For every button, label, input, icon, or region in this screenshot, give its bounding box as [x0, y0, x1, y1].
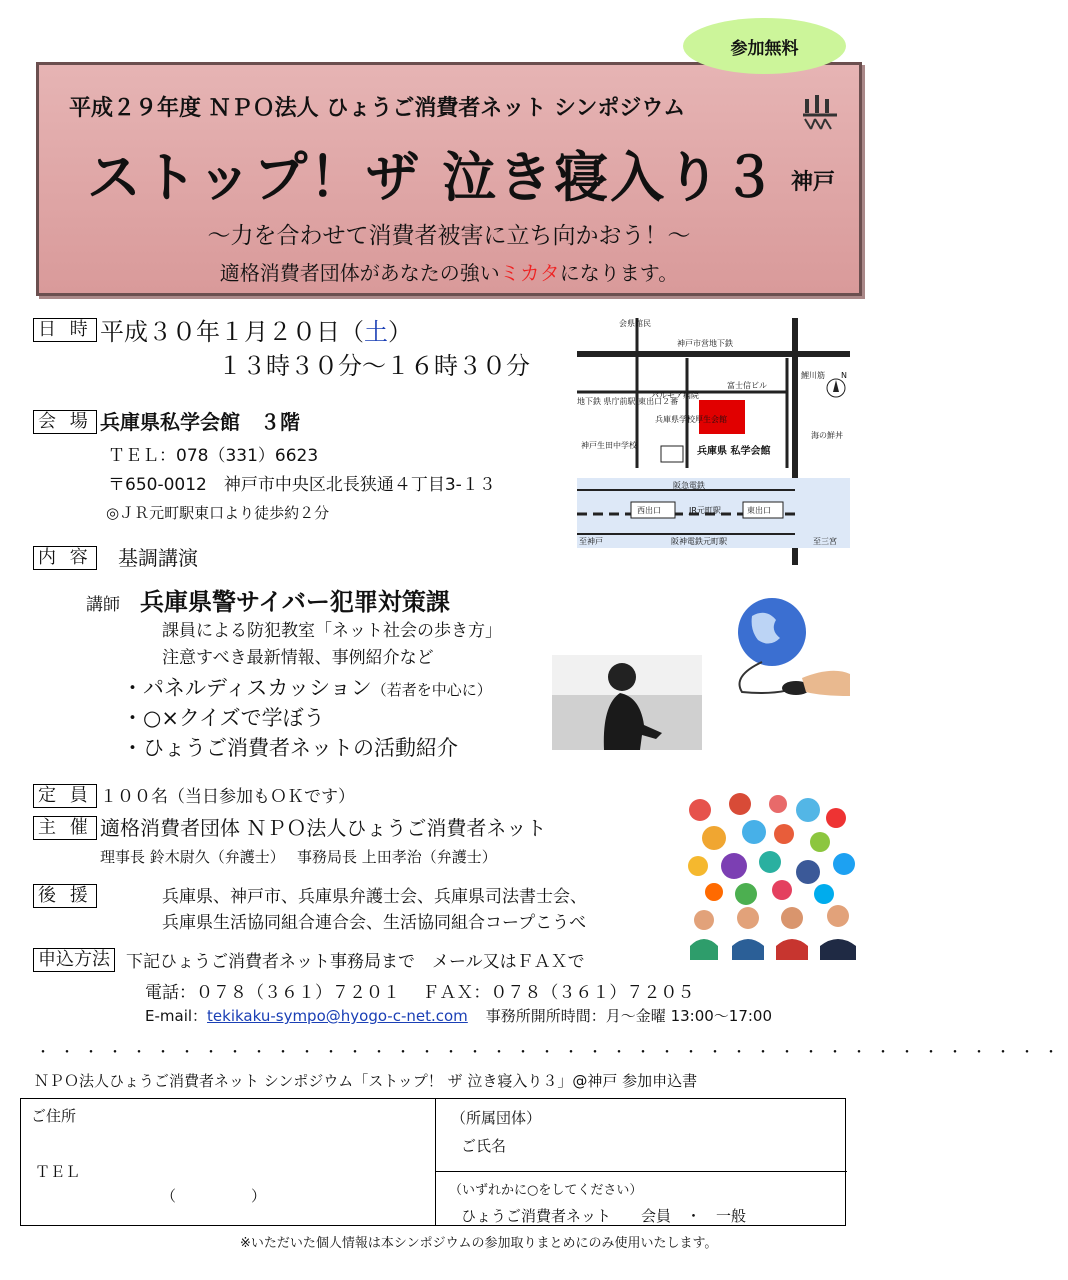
date-close: ） [388, 318, 412, 346]
free-badge: 参加無料 [683, 18, 846, 74]
venue-address: 〒650-0012 神戸市中央区北長狭通４丁目3-１３ [108, 475, 496, 495]
event-subtitle: 〜力を合わせて消費者被害に立ち向かおう！〜 [207, 223, 691, 249]
program-item-note: （若者を中心に） [371, 681, 492, 699]
map-label: 阪急電鉄 [673, 481, 705, 490]
map-label: 東出口 [747, 506, 771, 515]
support-label: 後 援 [33, 884, 97, 908]
host-name: 適格消費者団体 ＮＰＯ法人ひょうご消費者ネット [100, 816, 547, 840]
application-form [20, 1098, 846, 1226]
person-silhouette-image [552, 655, 702, 750]
contact-phone-fax: 電話：０７８（３６１）７２０１ ＦＡＸ：０７８（３６１）７２０５ [145, 983, 695, 1003]
capacity-label: 定 員 [33, 784, 97, 808]
globe-mouse-image [722, 596, 852, 706]
map-label: N [841, 371, 847, 380]
event-city: 神戸 [791, 170, 836, 195]
lecture-detail: 注意すべき最新情報、事例紹介など [162, 648, 434, 668]
map-label: 西出口 [637, 506, 661, 515]
event-title: ストップ！ザ 泣き寝入り３ [87, 145, 779, 209]
organization-logo-icon [799, 93, 843, 133]
email-link[interactable]: tekikaku-sympo@hyogo-c-net.com [207, 1007, 468, 1025]
venue-name: 兵庫県私学会館 ３階 [100, 410, 300, 434]
tagline-text: 適格消費者団体があなたの強い [219, 261, 500, 285]
map-label: 会県館民 [619, 319, 651, 328]
lecturer-label: 講師 [86, 595, 120, 615]
social-media-icons-image [684, 790, 860, 960]
map-label: JR元町駅 [689, 506, 721, 515]
address-field[interactable]: ご住所 [31, 1107, 77, 1125]
map-label: 神戸市営地下鉄 [677, 339, 733, 348]
lecturer-name: 兵庫県警サイバー犯罪対策課 [140, 588, 450, 616]
date-weekday: 土 [364, 318, 388, 346]
program-item [122, 672, 492, 702]
access-map [577, 318, 850, 565]
form-divider [435, 1171, 847, 1172]
name-field[interactable]: ご氏名 [461, 1137, 507, 1155]
map-label: 至三宮 [813, 537, 837, 546]
group-field[interactable]: （所属団体） [451, 1109, 542, 1127]
email-label: E-mail： [145, 1007, 208, 1025]
office-hours: 事務所開所時間：月〜金曜 13:00〜17:00 [485, 1007, 773, 1025]
datetime-label: 日 時 [33, 318, 97, 342]
event-time: １３時３０分〜１６時３０分 [218, 352, 530, 380]
host-officers: 理事長 鈴木尉久（弁護士） 事務局長 上田孝治（弁護士） [100, 848, 497, 866]
program-item: ・ひょうご消費者ネットの活動紹介 [122, 736, 458, 760]
event-series: 平成２９年度 ＮＰＯ法人 ひょうご消費者ネット シンポジウム [69, 96, 686, 121]
venue-label: 会 場 [33, 410, 97, 434]
tel-area-code[interactable]: （ ） [161, 1187, 267, 1205]
map-label: 地下鉄 県庁前駅 東出口２番 [577, 397, 679, 406]
contact-email-row [145, 1005, 772, 1026]
map-label: 鯉川筋 [801, 371, 825, 380]
map-label: 阪神電鉄元町駅 [671, 537, 727, 546]
supporters-line: 兵庫県、神戸市、兵庫県弁護士会、兵庫県司法書士会、 [162, 887, 587, 907]
keynote-heading: 基調講演 [118, 546, 198, 570]
capacity-text: １００名（当日参加もＯＫです） [100, 787, 355, 807]
tel-field[interactable]: ＴＥＬ [35, 1163, 81, 1181]
tagline-highlight: ミカタ [499, 261, 560, 285]
cut-line: ・・・・・・・・・・・・・・・・・・・・・・・・・・・・・・・・・・・・・・・・・・・ [36, 1045, 1068, 1061]
event-tagline [39, 257, 859, 286]
map-label: パルモア病院 [651, 391, 699, 400]
date-text: 平成３０年１月２０日（ [100, 318, 364, 346]
tagline-end: になります。 [559, 261, 679, 285]
venue-access: ◎ＪＲ元町駅東口より徒歩約２分 [106, 504, 330, 522]
content-label: 内 容 [33, 546, 97, 570]
supporters-line: 兵庫県生活協同組合連合会、生活協同組合コープこうべ [162, 913, 587, 933]
map-label: 兵庫県 私学会館 [697, 446, 771, 457]
program-item: ・○×クイズで学ぼう [122, 706, 325, 730]
map-label: 神戸生田中学校 [581, 441, 637, 450]
membership-instruction: （いずれかに○をしてください） [449, 1183, 643, 1198]
apply-method: 下記ひょうご消費者ネット事務局まで メール又はＦＡＸで [126, 952, 585, 972]
venue-tel: ＴＥＬ：078（331）6623 [108, 446, 319, 466]
map-label: 兵庫県学校厚生会館 [655, 415, 727, 424]
privacy-note: ※いただいた個人情報は本シンポジウムの参加取りまとめにのみ使用いたします。 [240, 1236, 718, 1251]
host-label: 主 催 [33, 816, 97, 840]
map-label: 富士信ビル [727, 381, 767, 390]
title-banner [36, 62, 862, 296]
apply-label: 申込方法 [33, 948, 115, 972]
map-label: 海の鮮丼 [811, 431, 843, 440]
form-title: ＮＰＯ法人ひょうご消費者ネット シンポジウム「ストップ！ ザ 泣き寝入り３」@神戸 参加申込書 [34, 1072, 698, 1090]
map-label: 至神戸 [579, 537, 603, 546]
membership-choice[interactable]: ひょうご消費者ネット 会員 ・ 一般 [461, 1207, 747, 1225]
lecture-topic: 課員による防犯教室「ネット社会の歩き方」 [162, 621, 502, 641]
form-divider [435, 1099, 436, 1225]
program-item-text: ・パネルディスカッション [122, 676, 372, 700]
event-date [100, 312, 412, 347]
